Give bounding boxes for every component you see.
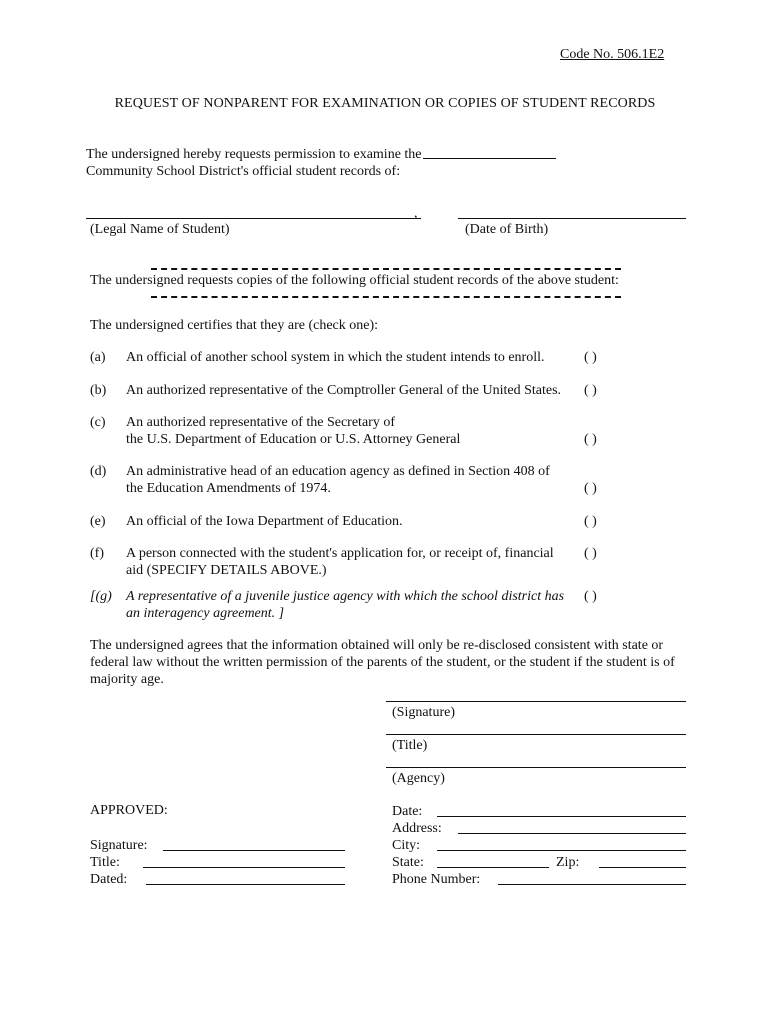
approved-signature-field[interactable] — [163, 850, 345, 851]
records-dashed-line-top — [151, 268, 621, 270]
approved-heading: APPROVED: — [90, 803, 168, 818]
approved-signature-label: Signature: — [90, 838, 148, 853]
state-field[interactable] — [437, 867, 549, 868]
agency-label: (Agency) — [392, 771, 445, 786]
date-field[interactable] — [437, 816, 686, 817]
agency-field[interactable] — [386, 767, 686, 768]
legal-name-field[interactable] — [86, 218, 421, 219]
option-a-text: An official of another school system in which the student intends to enroll. — [126, 350, 545, 365]
option-f-letter: (f) — [90, 546, 104, 561]
option-e-letter: (e) — [90, 514, 106, 529]
option-a-checkbox[interactable]: ( ) — [584, 350, 597, 365]
approved-title-label: Title: — [90, 855, 120, 870]
agreement-line-2: federal law without the written permission of the parents of the student, or the student if the student is of — [90, 655, 675, 670]
option-d-checkbox[interactable]: ( ) — [584, 481, 597, 496]
intro-line-2: Community School District's official student records of: — [86, 164, 401, 179]
approved-dated-label: Dated: — [90, 872, 128, 887]
code-number: Code No. 506.1E2 — [560, 47, 665, 62]
option-g-letter: [(g) — [90, 589, 112, 604]
intro-line-1: The undersigned hereby requests permission to examine the — [86, 147, 422, 162]
zip-label: Zip: — [556, 855, 580, 870]
agreement-line-3: majority age. — [90, 672, 164, 687]
phone-field[interactable] — [498, 884, 686, 885]
date-of-birth-field[interactable] — [458, 218, 686, 219]
date-of-birth-label: (Date of Birth) — [465, 222, 549, 237]
title-label: (Title) — [392, 738, 428, 753]
form-title: REQUEST OF NONPARENT FOR EXAMINATION OR COPIES OF STUDENT RECORDS — [114, 96, 656, 111]
agreement-line-1: The undersigned agrees that the information obtained will only be re-disclosed consistent with state or — [90, 638, 664, 653]
city-label: City: — [392, 838, 421, 853]
title-field[interactable] — [386, 734, 686, 735]
option-f-text-2: aid (SPECIFY DETAILS ABOVE.) — [126, 563, 327, 578]
address-field[interactable] — [458, 833, 686, 834]
zip-field[interactable] — [599, 867, 686, 868]
approved-title-field[interactable] — [143, 867, 345, 868]
option-e-checkbox[interactable]: ( ) — [584, 514, 597, 529]
option-d-text-1: An administrative head of an education agency as defined in Section 408 of — [126, 464, 550, 479]
option-e-text: An official of the Iowa Department of Education. — [126, 514, 403, 529]
option-f-checkbox[interactable]: ( ) — [584, 546, 597, 561]
option-c-text-1: An authorized representative of the Secretary of — [126, 415, 395, 430]
city-field[interactable] — [437, 850, 686, 851]
approved-dated-field[interactable] — [146, 884, 345, 885]
phone-label: Phone Number: — [392, 872, 481, 887]
option-d-letter: (d) — [90, 464, 107, 479]
certify-text: The undersigned certifies that they are (check one): — [90, 318, 379, 333]
state-label: State: — [392, 855, 424, 870]
option-d-text-2: the Education Amendments of 1974. — [126, 481, 331, 496]
option-g-checkbox[interactable]: ( ) — [584, 589, 597, 604]
option-b-letter: (b) — [90, 383, 107, 398]
legal-name-label: (Legal Name of Student) — [90, 222, 230, 237]
option-g-text-2: an interagency agreement. ] — [126, 606, 285, 621]
copies-request-text: The undersigned requests copies of the following official student records of the above student: — [90, 273, 619, 288]
option-g-text-1: A representative of a juvenile justice agency with which the school district has — [126, 589, 565, 604]
option-c-checkbox[interactable]: ( ) — [584, 432, 597, 447]
date-label: Date: — [392, 804, 423, 819]
name-comma: , — [414, 206, 418, 221]
records-dashed-line-bottom — [151, 296, 621, 298]
signature-field[interactable] — [386, 701, 686, 702]
address-label: Address: — [392, 821, 442, 836]
option-b-text: An authorized representative of the Comptroller General of the United States. — [126, 383, 562, 398]
district-name-field[interactable] — [423, 158, 556, 159]
option-c-text-2: the U.S. Department of Education or U.S. Attorney General — [126, 432, 461, 447]
signature-label: (Signature) — [392, 705, 455, 720]
option-b-checkbox[interactable]: ( ) — [584, 383, 597, 398]
option-a-letter: (a) — [90, 350, 106, 365]
option-c-letter: (c) — [90, 415, 106, 430]
option-f-text-1: A person connected with the student's application for, or receipt of, financial — [126, 546, 554, 561]
